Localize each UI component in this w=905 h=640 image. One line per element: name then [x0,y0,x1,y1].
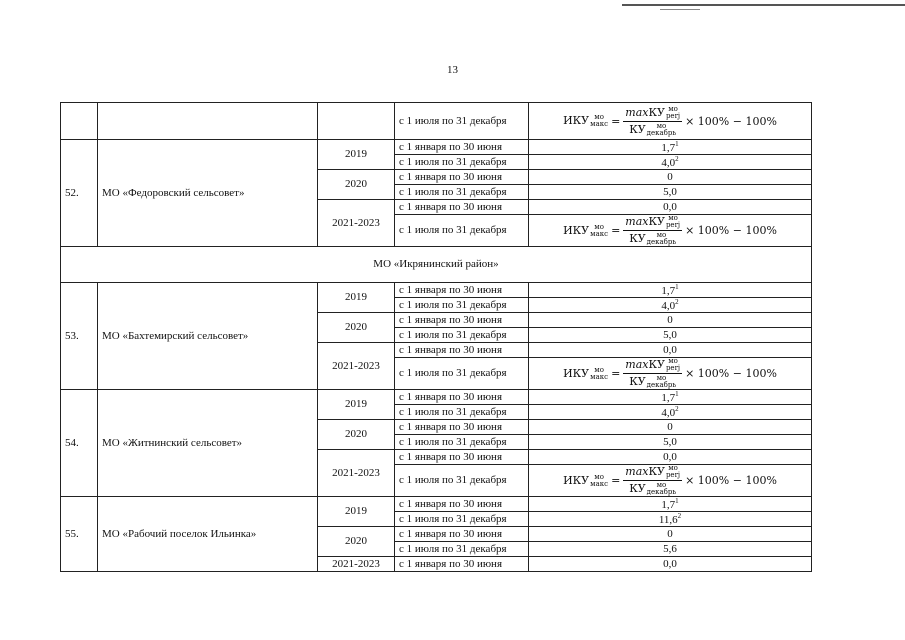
index-formula: ИКУ мо макс = maxКУ мо perj КУ мо декабрь × 100% − 100% [563,464,777,496]
period-cell: с 1 июля по 31 декабря [395,103,529,140]
period-cell: с 1 июля по 31 декабря [395,358,529,390]
value-cell: $4,0^2$ [529,155,812,170]
formula-cell [529,215,812,247]
region-header: МО «Икрянинский район» [61,247,812,283]
table-row [61,390,812,405]
value-cell: 11,6$^2$ [529,512,812,527]
year-cell: 2019 [318,140,395,170]
year-cell: 2020 [318,420,395,450]
scan-edge-line [622,4,905,6]
period-cell: с 1 июля по 31 декабря [395,155,529,170]
value-cell: 0,0 [529,450,812,465]
number-cell [61,103,98,140]
value-cell: $1,7^1$ [529,497,812,512]
value-cell: 0,0 [529,200,812,215]
municipality-name: МО «Рабочий поселок Ильинка» [98,497,318,572]
municipality-name: МО «Бахтемирский сельсовет» [98,283,318,390]
period-cell: с 1 июля по 31 декабря [395,405,529,420]
year-cell: 2019 [318,390,395,420]
index-formula: ИКУ мо макс = maxКУ мо perj КУ мо декабрь × 100% − 100% [563,357,777,389]
value-cell: 0 [529,420,812,435]
value-cell: 5,6 [529,542,812,557]
table-row [61,103,812,140]
period-cell: с 1 января по 30 июня [395,497,529,512]
index-formula: ИКУ мо макс = maxКУ мо perj КУ мо декабрь × 100% − 100% [563,214,777,246]
tariff-table [60,102,812,572]
table-row [61,283,812,298]
value-cell: 5,0 [529,435,812,450]
name-cell [98,103,318,140]
year-cell: 2021-2023 [318,557,395,572]
period-cell: с 1 января по 30 июня [395,200,529,215]
value-cell: 5,0 [529,185,812,200]
page-number: 13 [447,64,458,76]
period-cell: с 1 июля по 31 декабря [395,328,529,343]
period-cell: с 1 июля по 31 декабря [395,215,529,247]
period-cell: с 1 июля по 31 декабря [395,512,529,527]
value-cell: 5,0 [529,328,812,343]
value-cell: 0 [529,313,812,328]
value-cell: 0 [529,527,812,542]
year-cell: 2019 [318,283,395,313]
period-cell: с 1 января по 30 июня [395,450,529,465]
year-cell: 2020 [318,313,395,343]
value-cell: $1,7^1$ [529,390,812,405]
period-cell: с 1 июля по 31 декабря [395,298,529,313]
year-cell: 2021-2023 [318,200,395,247]
value-cell: $4,0^2$ [529,405,812,420]
formula-cell [529,103,812,140]
period-cell: с 1 января по 30 июня [395,343,529,358]
period-cell: с 1 января по 30 июня [395,170,529,185]
municipality-name: МО «Федоровский сельсовет» [98,140,318,247]
value-cell: $1,7^1$ [529,140,812,155]
year-cell: 2019 [318,497,395,527]
municipality-name: МО «Житнинский сельсовет» [98,390,318,497]
year-cell: 2021-2023 [318,450,395,497]
period-cell: с 1 июля по 31 декабря [395,465,529,497]
year-cell: 2021-2023 [318,343,395,390]
year-cell [318,103,395,140]
period-cell: с 1 июля по 31 декабря [395,542,529,557]
period-cell: с 1 июля по 31 декабря [395,185,529,200]
row-number: 54. [61,390,98,497]
period-cell: с 1 января по 30 июня [395,140,529,155]
row-number: 53. [61,283,98,390]
value-cell: $1,7^1$ [529,283,812,298]
table-row [61,140,812,155]
period-cell: с 1 июля по 31 декабря [395,435,529,450]
period-cell: с 1 января по 30 июня [395,420,529,435]
value-cell: 0,0 [529,557,812,572]
value-cell: 0 [529,170,812,185]
formula-cell [529,465,812,497]
value-cell: 0,0 [529,343,812,358]
value-cell: $4,0^2$ [529,298,812,313]
year-cell: 2020 [318,527,395,557]
period-cell: с 1 января по 30 июня [395,390,529,405]
scan-edge-line [660,9,700,10]
table-row [61,497,812,512]
table-row [61,247,812,283]
period-cell: с 1 января по 30 июня [395,527,529,542]
period-cell: с 1 января по 30 июня [395,557,529,572]
formula-cell [529,358,812,390]
row-number: 55. [61,497,98,572]
row-number: 52. [61,140,98,247]
period-cell: с 1 января по 30 июня [395,313,529,328]
period-cell: с 1 января по 30 июня [395,283,529,298]
index-formula: ИКУ мо макс = maxКУ мо perj КУ мо декабрь × 100% − 100% [563,104,777,137]
year-cell: 2020 [318,170,395,200]
